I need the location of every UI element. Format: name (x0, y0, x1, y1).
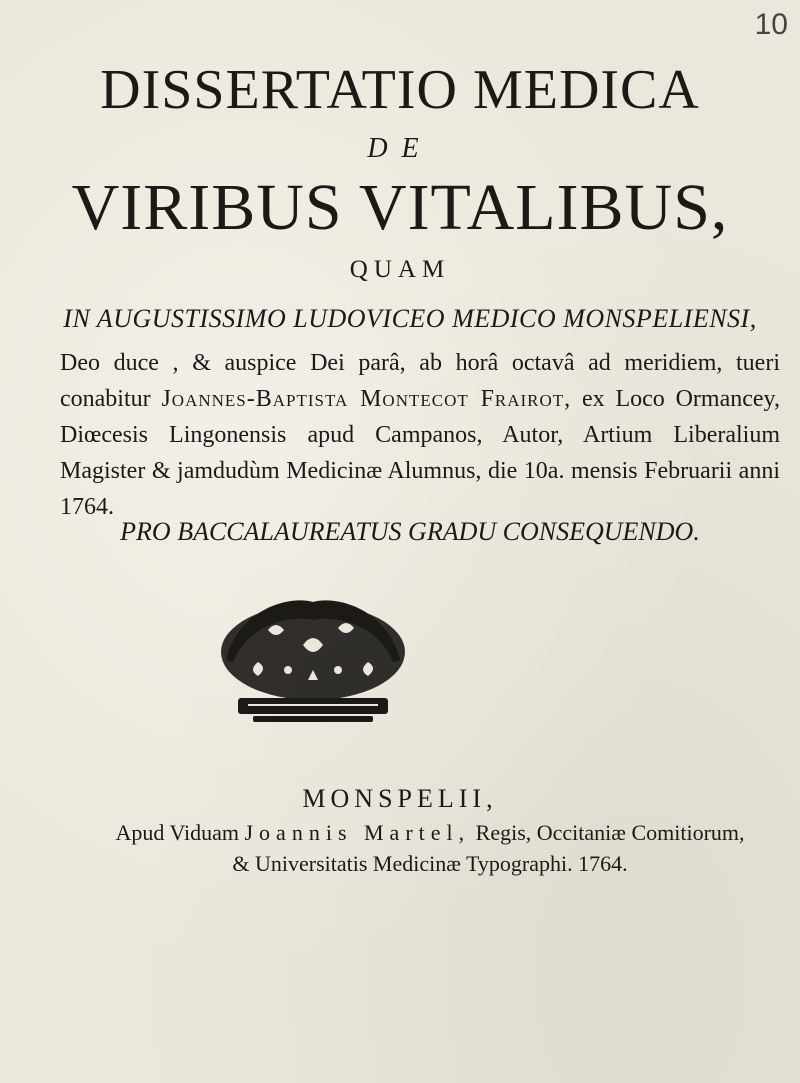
imprint-line-1-start: Apud Viduam (115, 820, 245, 845)
printer-name: Joannis Martel, (244, 820, 471, 845)
body-text-part-1: Deo duce , & auspice Dei parâ, ab horâ octavâ ad meridiem, tueri conabitur (60, 350, 780, 412)
imprint-line-1-end: Regis, Occitaniæ Comitiorum, (470, 820, 745, 845)
body-paragraph (60, 345, 780, 525)
title-line-2: DE (367, 133, 433, 164)
dedication-line: IN AUGUSTISSIMO LUDOVICEO MEDICO MONSPELIENSI, (63, 304, 757, 333)
title-line-3: VIRIBUS VITALIBUS, (71, 171, 729, 244)
imprint-city: MONSPELII, (302, 784, 498, 813)
imprint-block (60, 817, 800, 879)
author-name: Joannes-Baptista Montecot Frairot, (161, 386, 572, 412)
printers-ornament-icon (208, 590, 418, 730)
body-text-part-2: ex Loco Ormancey, Diœcesis Lingonensis apud Campanos, Autor, Artium Liberalium Magister & jamdudùm Medicinæ Alumnus, die 10a. mensis Februarii anni 1764. (60, 386, 780, 520)
degree-line: PRO BACCALAUREATUS GRADU CONSEQUENDO. (120, 517, 700, 546)
imprint-line-2: & Universitatis Medicinæ Typographi. 1764. (232, 851, 628, 876)
title-line-4: QUAM (349, 256, 451, 283)
title-line-1: DISSERTATIO MEDICA (100, 59, 700, 121)
imprint-line-1 (60, 817, 800, 848)
page-number: 10 (754, 8, 788, 41)
